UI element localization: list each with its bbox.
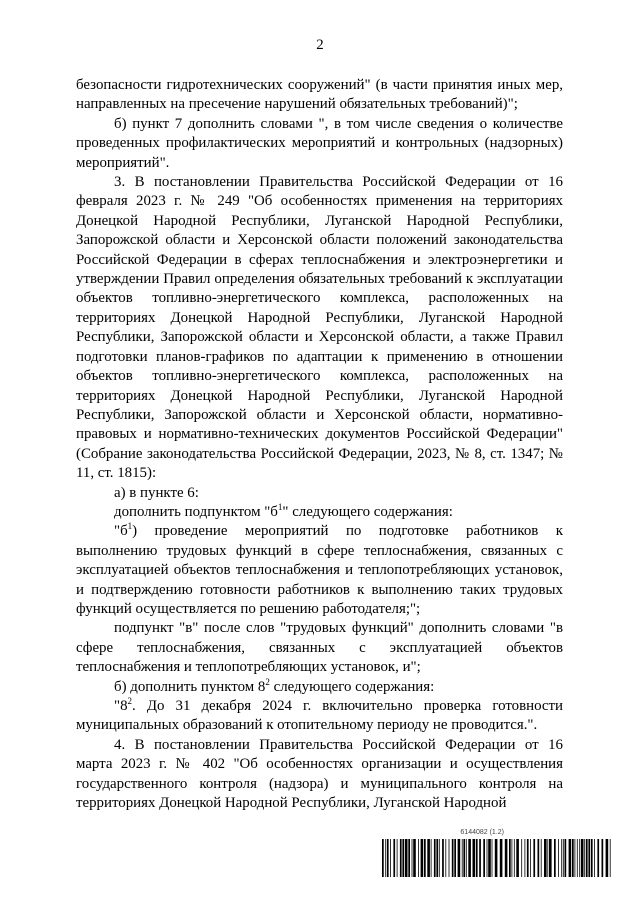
barcode-bar: [586, 839, 588, 877]
barcode-bar: [554, 839, 556, 877]
barcode-bar: [581, 839, 584, 877]
barcode-bar: [439, 839, 440, 877]
barcode-bar: [492, 839, 493, 877]
barcode-bar: [400, 839, 402, 877]
barcode-bar: [505, 839, 508, 877]
paragraph-subpoint-b: б) пункт 7 дополнить словами ", в том числе сведения о количестве проведенных профилактических мероприятий и контрольных (надзорных) мероприятий".: [76, 115, 563, 171]
barcode-bar: [483, 839, 485, 877]
paragraph-add-subpoint: дополнить подпунктом "$б^1$" следующего содержания:: [114, 501, 453, 520]
barcode-bar: [488, 839, 491, 877]
barcode-bar: [584, 839, 585, 877]
barcode-bar: [602, 839, 604, 877]
barcode-bar: [454, 839, 456, 877]
barcode-bar: [393, 839, 395, 877]
barcode-bar: [527, 839, 529, 877]
barcode-bar: [476, 839, 478, 877]
barcode-bar: [405, 839, 408, 877]
barcode-bar: [458, 839, 461, 877]
barcode-bar: [572, 839, 574, 877]
barcode-bar: [468, 839, 471, 877]
barcode-bar: [512, 839, 513, 877]
document-code: 6144082 (1.2): [460, 829, 504, 836]
barcode-bar: [500, 839, 503, 877]
paragraph-continuation: безопасности гидротехнических сооружений" (в части принятия иных мер, направленных на пресечение нарушений обязательных требований)";: [76, 77, 563, 113]
barcode-bar: [569, 839, 572, 877]
barcode-bar: [558, 839, 559, 877]
barcode-bar: [479, 839, 481, 877]
barcode-bar: [530, 839, 531, 877]
barcode-bar: [549, 839, 552, 877]
barcode-bar: [385, 839, 386, 877]
barcode-icon: [382, 839, 612, 877]
barcode-bar: [463, 839, 465, 877]
barcode-bar: [610, 839, 611, 877]
barcode-bar: [544, 839, 547, 877]
barcode-bar: [442, 839, 444, 877]
barcode-bar: [431, 839, 432, 877]
barcode-bar: [445, 839, 446, 877]
barcode-bar: [597, 839, 599, 877]
paragraph-point-4: 4. В постановлении Правительства Российской Федерации от 16 марта 2023 г. № 402 "Об особенностях организации и осуществления государственного контроля (надзора) и муниципального контроля на территориях Донецкой Народной Республики, Луганской Народной: [76, 736, 563, 812]
paragraph-add-point: б) дополнить пунктом $8^2$ следующего содержания:: [114, 676, 435, 695]
paragraph-quoted-point: "$8^2$. До 31 декабря 2024 г. включительно проверка готовности муниципальных образований к отопительному периоду не проводится.".: [76, 696, 563, 734]
barcode-bar: [434, 839, 436, 877]
barcode-bar: [561, 839, 562, 877]
barcode-bar: [421, 839, 424, 877]
barcode-bar: [575, 839, 576, 877]
barcode-bar: [487, 839, 488, 877]
barcode-bar: [533, 839, 535, 877]
barcode-bar: [495, 839, 498, 877]
barcode-bar: [387, 839, 389, 877]
barcode-bar: [462, 839, 463, 877]
document-body: [76, 76, 563, 813]
paragraph-quoted-subpoint: "$б^1$) проведение мероприятий по подготовке работников к выполнению трудовых функций в сфере теплоснабжения, связанных с эксплуатацией объектов теплоснабжения и теплопотребляющих установок, и подтверждению готовности работников к выполнению таких трудовых функций осуществляется по решению работодателя;";: [76, 521, 563, 617]
paragraph-subpoint-a: а) в пункте 6:: [114, 484, 199, 501]
barcode-bar: [521, 839, 522, 877]
barcode-bar: [413, 839, 416, 877]
barcode-bar: [408, 839, 410, 877]
barcode-bar: [516, 839, 519, 877]
page-number: 2: [316, 37, 324, 53]
barcode-bar: [606, 839, 609, 877]
paragraph-subpoint-v: подпункт "в" после слов "трудовых функций" дополнить словами "в сфере теплоснабжения, связанных с эксплуатацией объектов теплоснабжения и теплопотребляющих установок, и";: [76, 620, 563, 676]
barcode-bar: [436, 839, 438, 877]
barcode-bar: [382, 839, 384, 877]
barcode-bar: [594, 839, 595, 877]
barcode-bar: [449, 839, 450, 877]
barcode-bar: [525, 839, 526, 877]
barcode-bar: [418, 839, 419, 877]
barcode-bar: [541, 839, 542, 877]
barcode-bar: [466, 839, 467, 877]
barcode-bar: [563, 839, 564, 877]
barcode-bar: [588, 839, 590, 877]
barcode-bar: [538, 839, 540, 877]
barcode-bar: [514, 839, 515, 877]
barcode-bar: [412, 839, 413, 877]
barcode-bar: [390, 839, 391, 877]
barcode-bar: [397, 839, 398, 877]
barcode-bar: [509, 839, 511, 877]
barcode-bar: [591, 839, 593, 877]
paragraph-point-3: 3. В постановлении Правительства Российской Федерации от 16 февраля 2023 г. № 249 "Об особенностях применения на территориях Донецкой Народной Республики, Луганской Народной Республики, Запорожской области и Херсонской области положений законодательства Российской Федерации в сферах теплоснабжения и электроэнергетики и утверждении Правил определения обязательных требований к эксплуатации объектов топливно-энергетического комплекса, расположенных на территориях Донецкой Народной Республики, Луганской Народной Республики, Запорожской области и Херсонской области, а также Правил подготовки планов-графиков по адаптации к применению в отношении объектов топливно-энергетического комплекса, расположенных на территориях Донецкой Народной Республики, Луганской Народной Республики, Запорожской области и Херсонской области, нормативно-правовых и нормативно-технических документов Российской Федерации" (Собрание законодательства Российской Федерации, 2023, № 8, ст. 1347; № 11, ст. 1815):: [76, 174, 563, 482]
barcode-bar: [577, 839, 578, 877]
document-footer: [382, 829, 612, 877]
barcode-bar: [452, 839, 454, 877]
barcode-bar: [402, 839, 404, 877]
barcode-bar: [547, 839, 548, 877]
barcode-bar: [565, 839, 567, 877]
barcode-bar: [424, 839, 426, 877]
barcode-bar: [473, 839, 476, 877]
barcode-bar: [579, 839, 580, 877]
barcode-bar: [427, 839, 430, 877]
